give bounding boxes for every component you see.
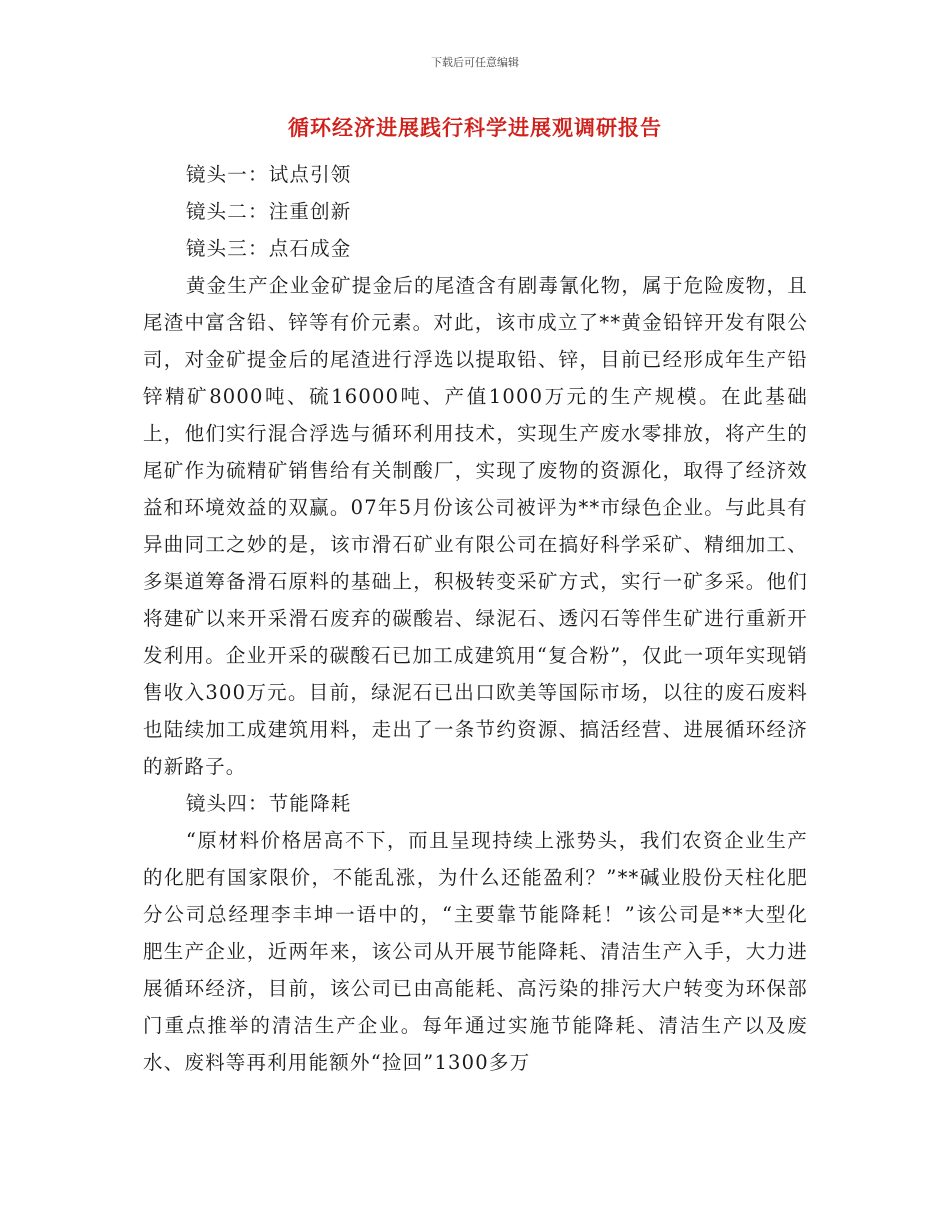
paragraph-fertilizer: “原材料价格居高不下，而且呈现持续上涨势头，我们农资企业生产的化肥有国家限价，不能乱涨，为什么还能盈利？”**碱业股份天柱化肥分公司总经理李丰坤一语中的，“主要靠节能降耗！”该公司是**大型化肥生产企业，近两年来，该公司从开展节能降耗、清洁生产入手，大力进展循环经济，目前，该公司已由高能耗、高污染的排污大户转变为环保部门重点推举的清洁生产企业。每年通过实施节能降耗、清洁生产以及废水、废料等再利用能额外“捡回”1300多万 bbox=[143, 829, 808, 1074]
paragraph-lens-1: 镜头一：试点引领 bbox=[185, 163, 352, 186]
header-note: 下载后可任意编辑 bbox=[431, 56, 519, 69]
paragraph-lens-4: 镜头四：节能降耗 bbox=[185, 792, 352, 815]
paragraph-lens-3: 镜头三：点石成金 bbox=[185, 237, 352, 260]
paragraph-gold-tailings: 黄金生产企业金矿提金后的尾渣含有剧毒氰化物，属于危险废物，且尾渣中富含铅、锌等有价元素。对此，该市成立了**黄金铅锌开发有限公司，对金矿提金后的尾渣进行浮选以提取铅、锌，目前已经形成年生产铅锌精矿8000吨、硫16000吨、产值1000万元的生产规模。在此基础上，他们实行混合浮选与循环利用技术，实现生产废水零排放，将产生的尾矿作为硫精矿销售给有关制酸厂，实现了废物的资源化，取得了经济效益和环境效益的双赢。07年5月份该公司被评为**市绿色企业。与此具有异曲同工之妙的是，该市滑石矿业有限公司在搞好科学采矿、精细加工、多渠道筹备滑石原料的基础上，积极转变采矿方式，实行一矿多采。他们将建矿以来开采滑石废弃的碳酸岩、绿泥石、透闪石等伴生矿进行重新开发利用。企业开采的碳酸石已加工成建筑用“复合粉”，仅此一项年实现销售收入300万元。目前，绿泥石已出口欧美等国际市场，以往的废石废料也陆续加工成建筑用料，走出了一条节约资源、搞活经营、进展循环经济的新路子。 bbox=[143, 274, 808, 778]
paragraph-lens-2: 镜头二：注重创新 bbox=[185, 200, 352, 223]
document-title: 循环经济进展践行科学进展观调研报告 bbox=[288, 116, 662, 140]
document-body bbox=[143, 156, 808, 1081]
